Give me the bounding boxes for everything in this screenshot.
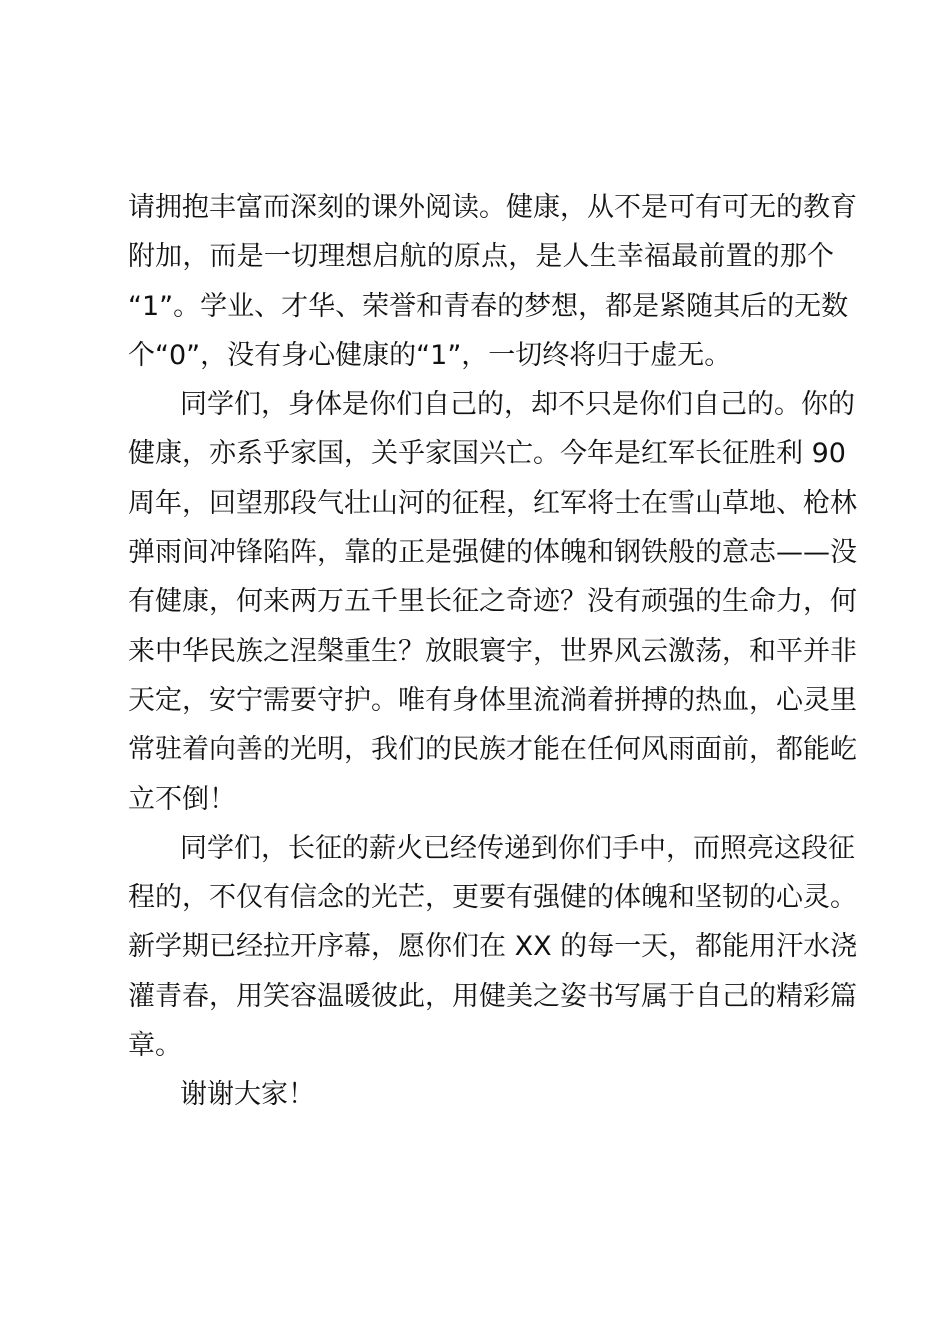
- paragraph-1: [128, 183, 857, 380]
- text-line: 立不倒！: [128, 783, 236, 815]
- paragraph-4: [128, 1070, 834, 1119]
- text-line: 同学们，身体是你们自己的，却不只是你们自己的。你的: [180, 389, 855, 421]
- document-body: [128, 183, 858, 1120]
- text-line: 个“0”，没有身心健康的“1”，一切终将归于虚无。: [128, 339, 732, 371]
- text-line: 同学们，长征的薪火已经传递到你们手中，而照亮这段征: [180, 832, 855, 864]
- text-line: 新学期已经拉开序幕，愿你们在 XX 的每一天，都能用汗水浇: [128, 931, 858, 963]
- text-line: 来中华民族之涅槃重生？放眼寰宇，世界风云激荡，和平并非: [128, 635, 857, 667]
- text-line: 周年，回望那段气壮山河的征程，红军将士在雪山草地、枪林: [128, 487, 857, 519]
- text-line: 附加，而是一切理想启航的原点，是人生幸福最前置的那个: [128, 241, 834, 273]
- text-line: 天定，安宁需要守护。唯有身体里流淌着拼搏的热血，心灵里: [128, 684, 857, 716]
- text-line: 有健康，何来两万五千里长征之奇迹？没有顽强的生命力，何: [128, 586, 857, 618]
- text-line: 章。: [128, 1030, 182, 1062]
- paragraph-3: [128, 824, 858, 1070]
- text-line: 谢谢大家！: [180, 1079, 315, 1111]
- text-line: 灌青春，用笑容温暖彼此，用健美之姿书写属于自己的精彩篇: [128, 980, 857, 1012]
- text-line: 请拥抱丰富而深刻的课外阅读。健康，从不是可有可无的教育: [128, 192, 857, 223]
- text-line: 程的，不仅有信念的光芒，更要有强健的体魄和坚韧的心灵。: [128, 882, 857, 914]
- paragraph-2: [128, 380, 857, 824]
- text-line: 弹雨间冲锋陷阵，靠的正是强健的体魄和钢铁般的意志——没: [128, 537, 857, 569]
- text-line: “1”。学业、才华、荣誉和青春的梦想，都是紧随其后的无数: [128, 290, 849, 322]
- text-line: 健康，亦系乎家国，关乎家国兴亡。今年是红军长征胜利 90: [128, 438, 846, 470]
- text-line: 常驻着向善的光明，我们的民族才能在任何风雨面前，都能屹: [128, 734, 857, 766]
